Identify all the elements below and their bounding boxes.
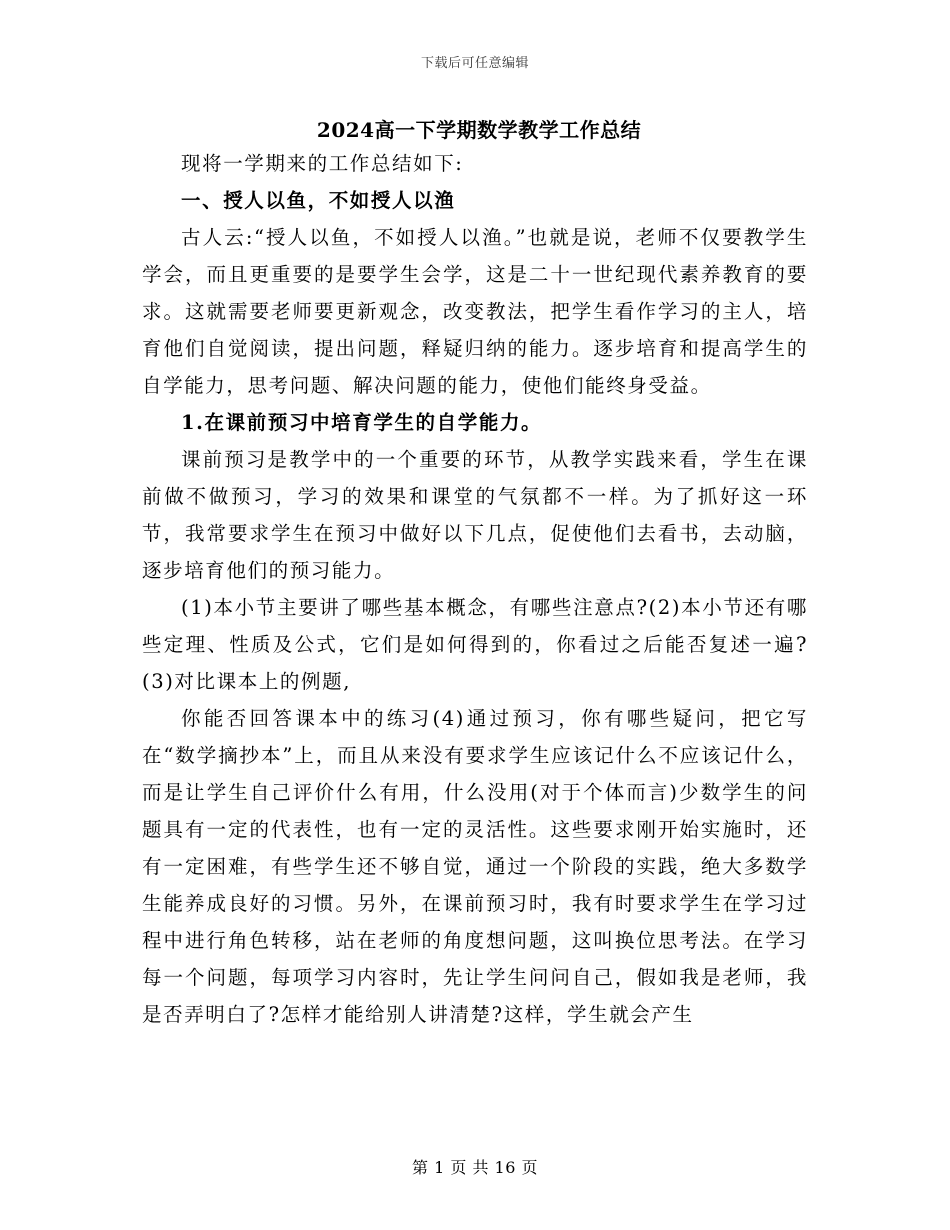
document-title: 2024高一下学期数学教学工作总结 [316, 118, 642, 142]
body-paragraph: 古人云:“授人以鱼，不如授人以渔。”也就是说，老师不仅要教学生学会，而且更重要的是要学生会学，这是二十一世纪现代素养教育的要求。这就需要老师要更新观念，改变教法，把学生看作学习的主人，培育他们自觉阅读，提出问题，释疑归纳的能力。逐步培育和提高学生的自学能力，思考问题、解决问题的能力，使他们能终身受益。 [142, 226, 808, 397]
body-paragraph: 你能否回答课本中的练习(4)通过预习，你有哪些疑问，把它写在“数学摘抄本”上，而且从来没有要求学生应该记什么不应该记什么，而是让学生自己评价什么有用，什么没用(对于个体而言)少数学生的问题具有一定的代表性，也有一定的灵活性。这些要求刚开始实施时，还有一定困难，有些学生还不够自觉，通过一个阶段的实践，绝大多数学生能养成良好的习惯。另外，在课前预习时，我有时要求学生在学习过程中进行角色转移，站在老师的角度想问题，这叫换位思考法。在学习每一个问题，每项学习内容时，先让学生问问自己，假如我是老师，我是否弄明白了?怎样才能给别人讲清楚?这样，学生就会产生 [142, 707, 808, 1026]
intro-paragraph: 现将一学期来的工作总结如下: [181, 152, 464, 175]
page-number: 第 1 页 共 16 页 [412, 1158, 538, 1177]
body-paragraph: 课前预习是教学中的一个重要的环节，从教学实践来看，学生在课前做不做预习，学习的效果和课堂的气氛都不一样。为了抓好这一环节，我常要求学生在预习中做好以下几点，促使他们去看书，去动脑，逐步培育他们的预习能力。 [142, 448, 808, 582]
document-body [142, 145, 808, 1033]
subsection-heading-1: 1.在课前预习中培育学生的自学能力。 [181, 411, 543, 434]
header-note: 下载后可任意编辑 [420, 56, 529, 71]
section-heading-1: 一、授人以鱼，不如授人以渔 [181, 189, 456, 212]
body-paragraph: (1)本小节主要讲了哪些基本概念，有哪些注意点?(2)本小节还有哪些定理、性质及公式，它们是如何得到的，你看过之后能否复述一遍?(3)对比课本上的例题, [142, 596, 808, 693]
